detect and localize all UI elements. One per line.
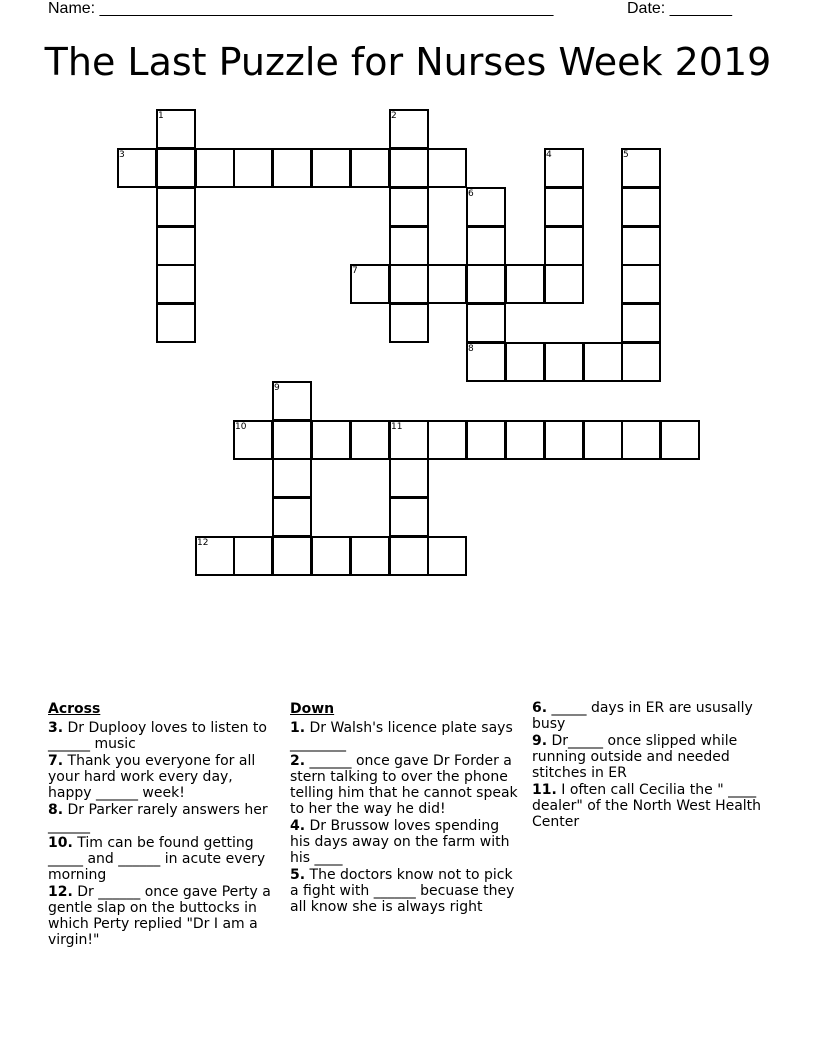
clue-text: The doctors know not to pick a fight with ______ becuase they all know she is always right bbox=[290, 867, 515, 915]
crossword-cell[interactable] bbox=[156, 264, 196, 304]
clue-item bbox=[290, 867, 522, 915]
clue-number: 3. bbox=[48, 720, 64, 736]
crossword-cell[interactable] bbox=[621, 303, 661, 343]
crossword-cell[interactable] bbox=[544, 187, 584, 227]
clue-text: Tim can be found getting _____ and ______ in acute every morning bbox=[48, 835, 266, 883]
clue-text: I often call Cecilia the " ____ dealer" of the North West Health Center bbox=[532, 782, 762, 830]
clue-number: 11. bbox=[532, 782, 557, 798]
page-title: The Last Puzzle for Nurses Week 2019 bbox=[44, 40, 772, 84]
clue-item bbox=[48, 753, 280, 801]
clue-item bbox=[48, 884, 280, 948]
down-clues bbox=[290, 700, 522, 916]
crossword-cell[interactable] bbox=[621, 420, 661, 460]
crossword-cell[interactable] bbox=[427, 264, 467, 304]
clue-number: 6. bbox=[532, 700, 548, 716]
crossword-cell[interactable] bbox=[272, 148, 312, 188]
clue-number: 4. bbox=[290, 818, 306, 834]
clue-text: Dr Parker rarely answers her ______ bbox=[48, 802, 268, 834]
clue-number: 1. bbox=[290, 720, 306, 736]
crossword-cell[interactable] bbox=[350, 420, 390, 460]
crossword-cell[interactable] bbox=[466, 420, 506, 460]
cell-number: 10 bbox=[235, 422, 247, 432]
crossword-cell[interactable] bbox=[621, 187, 661, 227]
cell-number: 4 bbox=[546, 150, 552, 160]
clue-item bbox=[290, 753, 522, 817]
clue-item bbox=[48, 720, 280, 752]
cell-number: 5 bbox=[623, 150, 629, 160]
clue-text: _____ days in ER are ususally busy bbox=[532, 700, 753, 732]
across-clues bbox=[48, 700, 280, 949]
clue-item bbox=[532, 700, 764, 732]
clue-item bbox=[290, 818, 522, 866]
crossword-cell[interactable] bbox=[544, 342, 584, 382]
clue-text: Dr_____ once slipped while running outside and needed stitches in ER bbox=[532, 733, 738, 781]
crossword-cell[interactable] bbox=[583, 420, 623, 460]
clue-text: Dr Walsh's licence plate says ________ bbox=[290, 720, 513, 752]
clue-item bbox=[48, 802, 280, 834]
clue-number: 9. bbox=[532, 733, 548, 749]
crossword-cell[interactable] bbox=[544, 226, 584, 266]
clue-item bbox=[48, 835, 280, 883]
crossword-cell[interactable] bbox=[389, 148, 429, 188]
clue-text: Dr Brussow loves spending his days away on the farm with his ____ bbox=[290, 818, 510, 866]
crossword-cell[interactable] bbox=[350, 536, 390, 576]
clue-text: ______ once gave Dr Forder a stern talking to over the phone telling him that he cannot speak to her the way he did! bbox=[290, 753, 518, 817]
cell-number: 12 bbox=[197, 538, 209, 548]
crossword-cell[interactable] bbox=[272, 497, 312, 537]
clue-item bbox=[532, 733, 764, 781]
crossword-cell[interactable] bbox=[156, 303, 196, 343]
cell-number: 3 bbox=[119, 150, 125, 160]
down-clues-continued bbox=[532, 700, 764, 831]
crossword-cell[interactable] bbox=[156, 187, 196, 227]
cell-number: 1 bbox=[158, 111, 164, 121]
crossword-cell[interactable] bbox=[233, 148, 273, 188]
date-field-label: Date: _______ bbox=[627, 0, 732, 17]
crossword-cell[interactable] bbox=[505, 342, 545, 382]
clue-number: 12. bbox=[48, 884, 73, 900]
crossword-cell[interactable] bbox=[583, 342, 623, 382]
crossword-cell[interactable] bbox=[621, 264, 661, 304]
crossword-cell[interactable] bbox=[660, 420, 700, 460]
crossword-cell[interactable] bbox=[350, 148, 390, 188]
clue-number: 5. bbox=[290, 867, 306, 883]
crossword-cell[interactable] bbox=[389, 264, 429, 304]
crossword-cell[interactable] bbox=[621, 342, 661, 382]
cell-number: 7 bbox=[352, 266, 358, 276]
crossword-cell[interactable] bbox=[389, 458, 429, 498]
crossword-cell[interactable] bbox=[427, 536, 467, 576]
crossword-cell[interactable] bbox=[544, 264, 584, 304]
name-field-label: Name: ___________________________________________________ bbox=[48, 0, 554, 17]
crossword-cell[interactable] bbox=[389, 226, 429, 266]
crossword-cell[interactable] bbox=[389, 497, 429, 537]
crossword-cell[interactable] bbox=[389, 536, 429, 576]
crossword-cell[interactable] bbox=[233, 536, 273, 576]
clue-item bbox=[290, 720, 522, 752]
across-clue-list bbox=[48, 720, 280, 948]
clue-text: Thank you everyone for all your hard work every day, happy ______ week! bbox=[48, 753, 256, 801]
cell-number: 11 bbox=[391, 422, 403, 432]
down-clue-list-continued bbox=[532, 700, 764, 830]
crossword-cell[interactable] bbox=[389, 303, 429, 343]
cell-number: 6 bbox=[468, 189, 474, 199]
crossword-cell[interactable] bbox=[272, 458, 312, 498]
crossword-cell[interactable] bbox=[156, 226, 196, 266]
clue-number: 10. bbox=[48, 835, 73, 851]
crossword-cell[interactable] bbox=[505, 420, 545, 460]
crossword-cell[interactable] bbox=[466, 264, 506, 304]
across-heading: Across bbox=[48, 701, 101, 717]
crossword-cell[interactable] bbox=[427, 420, 467, 460]
crossword-cell[interactable] bbox=[311, 420, 351, 460]
crossword-cell[interactable] bbox=[466, 303, 506, 343]
crossword-cell[interactable] bbox=[505, 264, 545, 304]
clue-number: 2. bbox=[290, 753, 306, 769]
crossword-cell[interactable] bbox=[311, 536, 351, 576]
crossword-cell[interactable] bbox=[156, 148, 196, 188]
clue-item bbox=[532, 782, 764, 830]
clue-text: Dr ______ once gave Perty a gentle slap on the buttocks in which Perty replied "Dr I am a virgin!" bbox=[48, 884, 271, 948]
crossword-cell[interactable] bbox=[389, 187, 429, 227]
crossword-cell[interactable] bbox=[427, 148, 467, 188]
down-heading: Down bbox=[290, 701, 335, 717]
cell-number: 9 bbox=[274, 383, 280, 393]
crossword-cell[interactable] bbox=[272, 420, 312, 460]
clue-number: 7. bbox=[48, 753, 64, 769]
crossword-cell[interactable] bbox=[195, 148, 235, 188]
crossword-cell[interactable] bbox=[272, 536, 312, 576]
crossword-cell[interactable] bbox=[621, 226, 661, 266]
crossword-cell[interactable] bbox=[466, 226, 506, 266]
cell-number: 2 bbox=[391, 111, 397, 121]
down-clue-list bbox=[290, 720, 522, 915]
clue-number: 8. bbox=[48, 802, 64, 818]
crossword-cell[interactable] bbox=[544, 420, 584, 460]
clue-text: Dr Duplooy loves to listen to ______ music bbox=[48, 720, 267, 752]
crossword-cell[interactable] bbox=[311, 148, 351, 188]
cell-number: 8 bbox=[468, 344, 474, 354]
